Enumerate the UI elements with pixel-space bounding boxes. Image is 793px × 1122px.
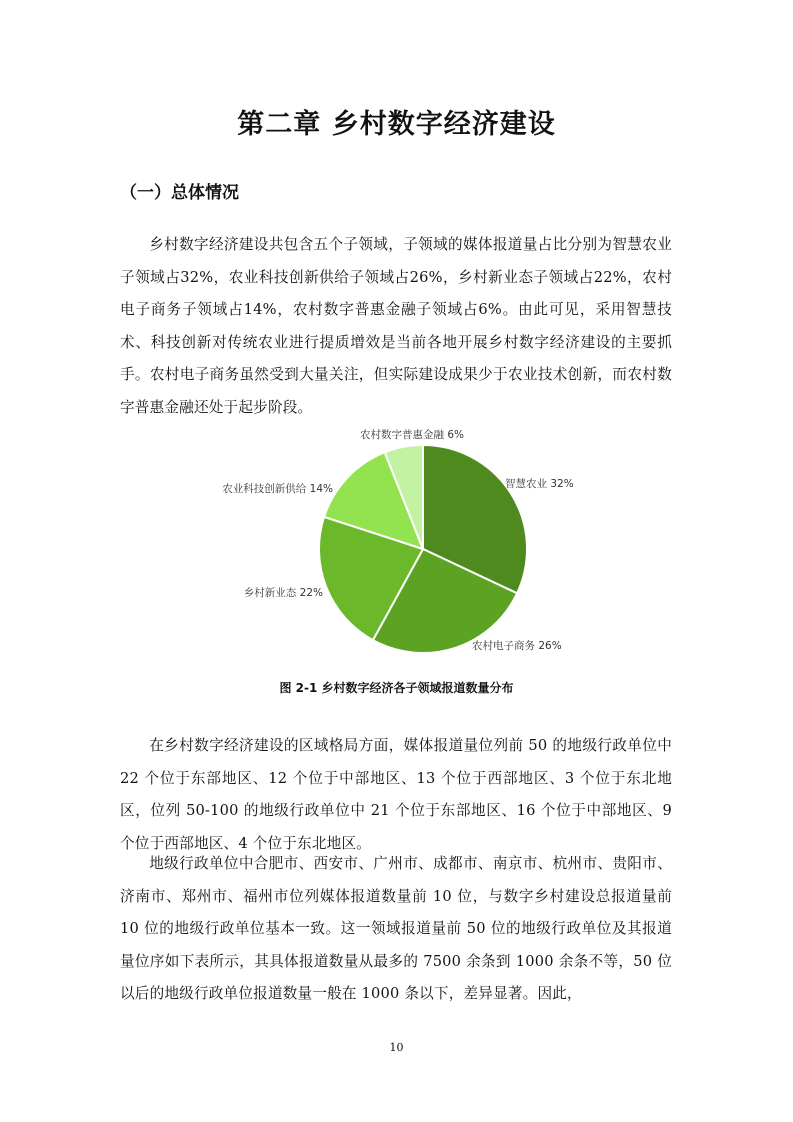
slice-label: 农业科技创新供给 14% xyxy=(222,483,333,495)
section-heading: （一）总体情况 xyxy=(120,183,239,203)
page-title: 第二章 乡村数字经济建设 xyxy=(237,109,556,140)
slice-label: 农村电子商务 26% xyxy=(472,640,562,652)
page-number: 10 xyxy=(389,1041,404,1054)
body-paragraph: 乡村数字经济建设共包含五个子领域，子领域的媒体报道量占比分别为智慧农业子领域占32%，农业科技创新供给子领域占26%，乡村新业态子领域占22%，农村电子商务子领域占14%，农村数字普惠金融子领域占6%。由此可见，采用智慧技术、科技创新对传统农业进行提质增效是当前各地开展乡村数字经济建设的主要抓手。农村电子商务虽然受到大量关注，但实际建设成果少于农业技术创新，而农村数字普惠金融还处于起步阶段。 xyxy=(120,236,672,416)
slice-label: 乡村新业态 22% xyxy=(243,587,323,599)
slice-label: 农村数字普惠金融 6% xyxy=(360,429,464,441)
figure-caption: 图 2-1 乡村数字经济各子领域报道数量分布 xyxy=(279,681,514,695)
body-paragraph: 在乡村数字经济建设的区域格局方面，媒体报道量位列前 50 的地级行政单位中 22 个位于东部地区、12 个位于中部地区、13 个位于西部地区、3 个位于东北地区，位列 50-100 的地级行政单位中 21 个位于东部地区、16 个位于中部地区、9 个位于西部地区、4 个位于东北地区。 xyxy=(120,737,672,852)
slice-label: 智慧农业 32% xyxy=(505,478,574,490)
pie-chart xyxy=(200,418,600,663)
body-paragraph: 地级行政单位中合肥市、西安市、广州市、成都市、南京市、杭州市、贵阳市、济南市、郑州市、福州市位列媒体报道数量前 10 位，与数字乡村建设总报道量前 10 位的地级行政单位基本一致。这一领域报道量前 50 位的地级行政单位及其报道量位序如下表所示，其具体报道数量从最多的 7500 余条到 1000 余条不等，50 位以后的地级行政单位报道数量一般在 1000 条以下，差异显著。因此， xyxy=(120,855,672,1002)
